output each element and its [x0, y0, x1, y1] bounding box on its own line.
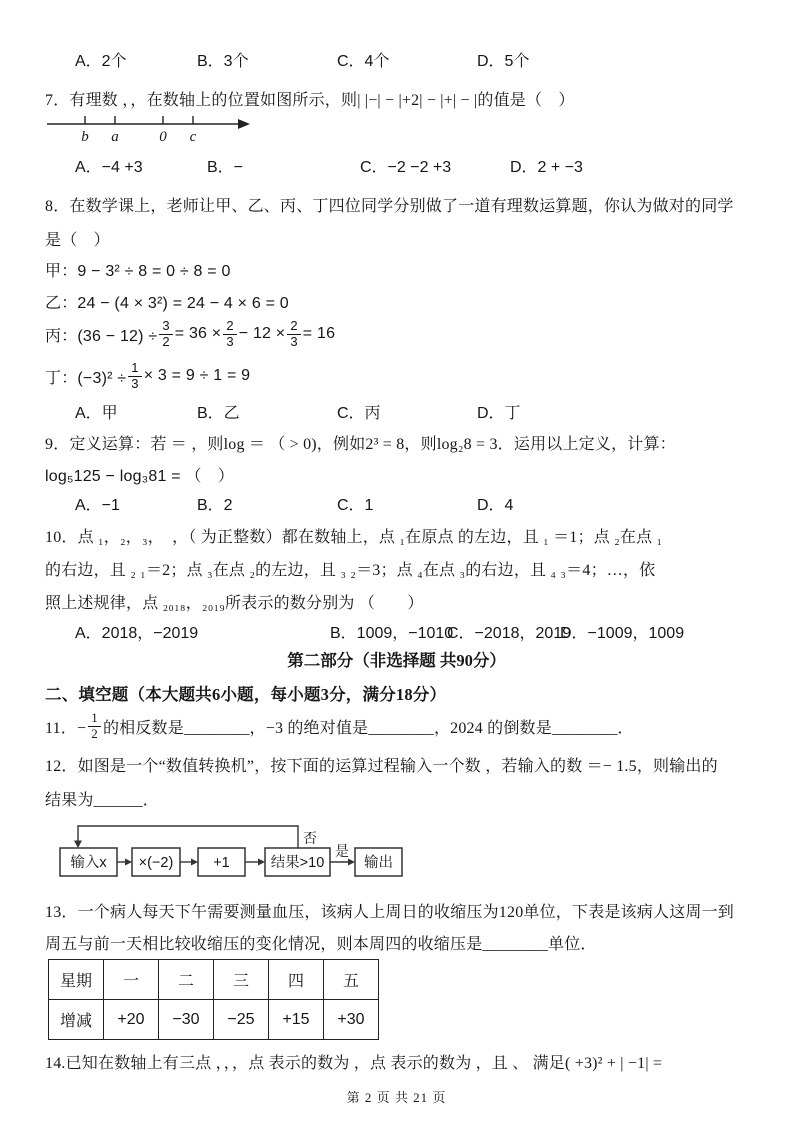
formula-segment: = 16 [302, 325, 336, 342]
flow-box-times-neg2: ×(−2) [138, 855, 174, 871]
number-line-label-c: c [189, 129, 197, 145]
q7-option-a: A．−4 +3 [75, 159, 143, 176]
table-cell: +15 [269, 1000, 324, 1040]
table-cell: 星期 [49, 960, 104, 1000]
q9-option-c: C．1 [337, 497, 374, 514]
fraction-denominator: 3 [226, 333, 234, 349]
fraction-numerator: 1 [88, 711, 101, 727]
q10-option-d: D．−1009，1009 [560, 625, 685, 642]
q10-stem-line3: 照上述规律，点 ₂₀₁₈，₂₀₁₉所表示的数分别为 （ ） [45, 595, 424, 612]
value-converter-flowchart [50, 816, 450, 890]
q7-option-b: B．− [207, 159, 244, 176]
formula-segment: − 12 × [238, 325, 286, 342]
q8-solution-yi: 乙：24 − (4 × 3²) = 24 − 4 × 6 = 0 [45, 295, 289, 312]
table-cell: 二 [159, 960, 214, 1000]
flow-arrow-icon [125, 859, 132, 866]
formula-segment: 11．− [45, 719, 87, 737]
q7-stem: 7．有理数 ，，在数轴上的位置如图所示，则| |−| − |+2| − |+| − |的值是（ ） [45, 92, 575, 109]
q10-stem-line2: 的右边，且 ₂ ₁＝2；点 ₃在点 ₂的左边，且 ₃ ₂＝3；点 ₄在点 ₃的右边，且 ₄ ₃＝4；…，依 [45, 562, 656, 579]
q8-option-c: C．丙 [337, 405, 381, 422]
table-row [49, 1000, 379, 1040]
table-cell: −25 [214, 1000, 269, 1040]
flow-arrow-icon [191, 859, 198, 866]
table-cell: +20 [104, 1000, 159, 1040]
fraction [88, 711, 101, 742]
flow-arrow-icon [258, 859, 265, 866]
table-cell: 一 [104, 960, 159, 1000]
q11-text: 的相反数是________，−3 的绝对值是________，2024 的倒数是________． [102, 719, 634, 737]
q6-options-row [0, 48, 793, 72]
q9-option-d: D．4 [477, 497, 514, 514]
flow-box-output: 输出 [364, 855, 393, 871]
table-cell: −30 [159, 1000, 214, 1040]
q11-stem [45, 706, 634, 746]
q6-option-a: A．2个 [75, 53, 127, 70]
q8-solution-ding [45, 356, 250, 396]
flow-label-yes: 是 [335, 843, 349, 859]
loop-arrow-icon [74, 841, 82, 849]
fraction [128, 361, 141, 392]
fraction [159, 319, 172, 350]
q8-option-a: A．甲 [75, 405, 118, 422]
fill-in-section-header: 二、填空题（本大题共6小题，每小题3分，满分18分） [45, 685, 447, 704]
table-cell: +30 [324, 1000, 379, 1040]
q8-stem-line1: 8．在数学课上，老师让甲、乙、丙、丁四位同学分别做了一道有理数运算题，你认为做对的同学 [45, 198, 734, 215]
q10-option-a: A．2018，−2019 [75, 625, 199, 642]
flow-box-plus1: +1 [213, 855, 230, 871]
q9-option-a: A．−1 [75, 497, 120, 514]
section2-title: 第二部分（非选择题 共90分） [287, 651, 506, 670]
q10-options-row [0, 620, 793, 644]
q8-option-d: D．丁 [477, 405, 521, 422]
fraction-numerator: 1 [128, 361, 141, 377]
q6-option-d: D．5个 [477, 53, 530, 70]
q12-stem-line1: 12．如图是一个“数值转换机”，按下面的运算过程输入一个数 ，若输入的数 ＝− 1.5，则输出的 [45, 758, 718, 775]
q10-stem-line1: 10．点 ₁，₂，₃， ，（ 为正整数）都在数轴上，点 ₁在原点 的左边，且 ₁ ＝1；点 ₂在点 ₁ [45, 529, 663, 546]
fraction-denominator: 2 [91, 725, 98, 741]
q9-stem-line1: 9．定义运算：若 ＝ ，则log ＝ （ > 0)，例如2³ = 8，则log₂8 = 3．运用以上定义，计算： [45, 436, 676, 453]
q9-option-b: B．2 [197, 497, 233, 514]
q8-options-row [0, 400, 793, 424]
q6-option-b: B．3个 [197, 53, 249, 70]
table-cell: 三 [214, 960, 269, 1000]
number-line-arrow-icon [238, 119, 250, 129]
fraction-denominator: 3 [131, 375, 139, 391]
fraction [287, 319, 300, 350]
q9-stem-line2: log₅125 − log₃81 = （ ） [45, 468, 235, 485]
page-footer: 第 2 页 共 21 页 [346, 1090, 447, 1105]
q14-stem: 14.已知在数轴上有三点 ，，，点 表示的数为 ，点 表示的数为 ，且 、 满足( +3)² + | −1| = [45, 1055, 663, 1072]
q13-stem-line1: 13．一个病人每天下午需要测量血压，该病人上周日的收缩压为120单位，下表是该病人这周一到 [45, 904, 735, 921]
table-header-row [49, 960, 379, 1000]
number-line-label-0: 0 [159, 129, 167, 145]
q7-option-c: C．−2 −2 +3 [360, 159, 452, 176]
formula-segment: = 36 × [174, 325, 222, 342]
number-line-label-b: b [81, 129, 89, 145]
table-cell: 五 [324, 960, 379, 1000]
fraction-denominator: 2 [162, 333, 170, 349]
q10-option-b: B．1009，−1010 [330, 625, 454, 642]
table-cell: 四 [269, 960, 324, 1000]
q8-solution-bing [45, 314, 335, 354]
q7-number-line [45, 110, 257, 150]
q7-option-d: D．2 + −3 [510, 159, 583, 176]
q13-stem-line2: 周五与前一天相比较收缩压的变化情况，则本周四的收缩压是________单位． [45, 936, 597, 953]
q10-option-c: C．−2018，2019 [447, 625, 572, 642]
formula-segment: × 3 = 9 ÷ 1 = 9 [143, 367, 251, 384]
flow-box-result-gt10: 结果>10 [270, 855, 325, 871]
q8-option-b: B．乙 [197, 405, 240, 422]
table-cell: 增减 [49, 1000, 104, 1040]
q7-options-row [0, 154, 793, 178]
flow-label-no: 否 [303, 830, 317, 846]
q8-stem-line2: 是（ ） [45, 232, 110, 249]
q9-options-row [0, 492, 793, 516]
q8-solution-jia: 甲：9 − 3² ÷ 8 = 0 ÷ 8 = 0 [45, 263, 231, 280]
flow-box-input: 输入x [70, 855, 107, 871]
formula-segment: 丁：(−3)² ÷ [45, 369, 127, 387]
fraction-numerator: 2 [287, 319, 300, 335]
number-line-label-a: a [111, 129, 119, 145]
formula-segment: 丙：(36 − 12) ÷ [45, 327, 158, 345]
fraction-denominator: 3 [290, 333, 298, 349]
fraction-numerator: 3 [159, 319, 172, 335]
flow-arrow-icon [348, 859, 355, 866]
fraction [223, 319, 236, 350]
blood-pressure-table [48, 959, 379, 1040]
fraction-numerator: 2 [223, 319, 236, 335]
q12-stem-line2: 结果为______． [45, 792, 160, 809]
q6-option-c: C．4个 [337, 53, 390, 70]
